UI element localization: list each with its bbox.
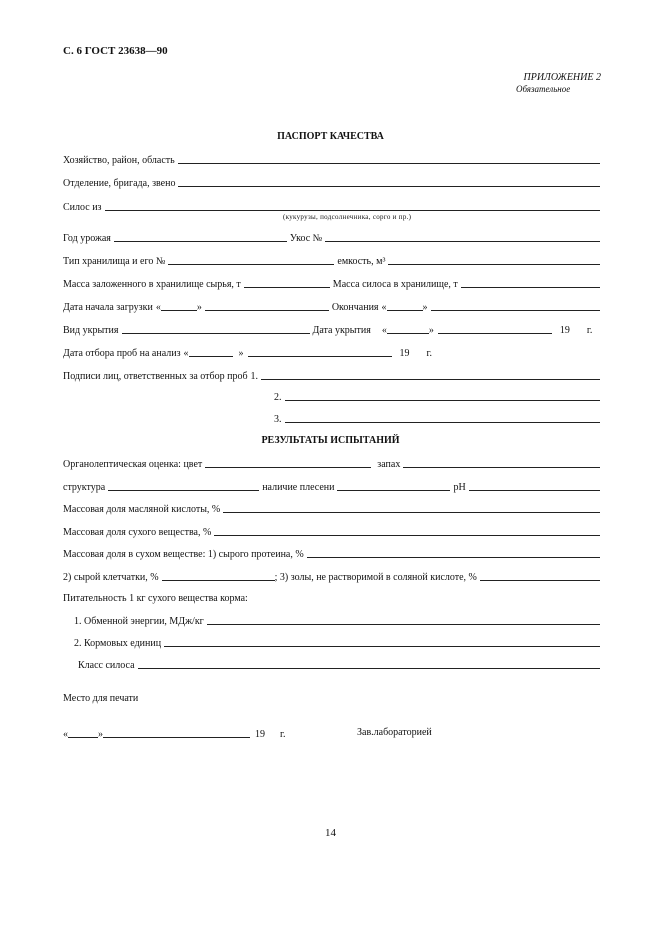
fiber-field[interactable] (162, 569, 275, 581)
load-start-day-field[interactable] (161, 299, 197, 311)
quote-open: « (183, 348, 189, 359)
storage-type-label: Тип хранилища и его № (63, 256, 166, 267)
cut-no-label: Укос № (289, 233, 323, 244)
signature-1-label: 1. (250, 371, 259, 382)
signature-1-field[interactable] (261, 368, 600, 380)
signature-row-1 (63, 368, 600, 382)
silage-from-row (63, 199, 600, 213)
quote-close: » (238, 348, 244, 359)
capacity-field[interactable] (388, 253, 600, 265)
final-day-field[interactable] (68, 726, 98, 738)
silage-mass-label: Масса силоса в хранилище, т (332, 279, 458, 290)
feed-units-row (74, 635, 600, 649)
smell-label: запах (377, 459, 401, 470)
protein-field[interactable] (307, 546, 600, 558)
results-title: РЕЗУЛЬТАТЫ ИСПЫТАНИЙ (261, 435, 400, 446)
quote-open: « (381, 325, 387, 336)
silage-from-field[interactable] (105, 199, 600, 211)
quote-open: « (63, 729, 68, 740)
class-field[interactable] (138, 657, 600, 669)
dry-matter-row (63, 524, 600, 538)
signature-row-3 (274, 411, 600, 425)
organoleptic-label: Органолептическая оценка: цвет (63, 459, 203, 470)
energy-field[interactable] (207, 613, 600, 625)
mold-label: наличие плесени (262, 482, 335, 493)
sample-date-label: Дата отбора проб на анализ (63, 348, 181, 359)
signature-date-row (63, 726, 303, 740)
sample-month-field[interactable] (248, 345, 392, 357)
signature-3-label: 3. (274, 414, 282, 425)
final-year-unit: г. (280, 729, 286, 740)
class-label: Класс силоса (78, 660, 135, 671)
organoleptic-row (63, 456, 600, 470)
stamp-place: Место для печати (63, 693, 139, 704)
quote-open: « (155, 302, 161, 313)
storage-row (63, 253, 600, 267)
load-end-month-field[interactable] (431, 299, 600, 311)
cut-no-field[interactable] (325, 230, 600, 242)
cover-type-label: Вид укрытия (63, 325, 119, 336)
mass-row (63, 276, 600, 290)
load-end-day-field[interactable] (387, 299, 423, 311)
sample-year-unit: г. (426, 348, 433, 359)
fiber-label: 2) сырой клетчатки, % (63, 572, 159, 583)
quote-close: » (428, 325, 434, 336)
silage-from-label: Силос из (63, 202, 102, 213)
signature-3-field[interactable] (285, 411, 601, 423)
cover-day-field[interactable] (387, 322, 429, 334)
butyric-label: Массовая доля масляной кислоты, % (63, 504, 221, 515)
structure-row (63, 479, 600, 493)
sample-row (63, 345, 600, 359)
appendix-subtitle: Обязательное (516, 84, 571, 94)
silage-note: (кукурузы, подсолнечника, сорго и пр.) (283, 213, 412, 221)
fiber-ash-row (63, 569, 600, 583)
cover-year-unit: г. (586, 325, 593, 336)
nutrition-label: Питательность 1 кг сухого вещества корма: (63, 593, 248, 604)
ph-label: pH (453, 482, 466, 493)
passport-title: ПАСПОРТ КАЧЕСТВА (277, 131, 384, 142)
load-start-month-field[interactable] (205, 299, 329, 311)
sample-day-field[interactable] (189, 345, 233, 357)
final-month-field[interactable] (103, 726, 250, 738)
feed-units-label: 2. Кормовых единиц (74, 638, 162, 649)
silage-mass-field[interactable] (461, 276, 600, 288)
farm-row (63, 152, 600, 166)
energy-label: 1. Обменной энергии, МДж/кг (74, 616, 204, 627)
ash-field[interactable] (480, 569, 600, 581)
page-number: 14 (325, 827, 336, 839)
protein-row (63, 546, 600, 560)
cover-row (63, 322, 600, 336)
protein-label: Массовая доля в сухом веществе: 1) сырого протеина, % (63, 549, 304, 560)
quote-close: » (98, 729, 103, 740)
harvest-year-label: Год урожая (63, 233, 111, 244)
quote-close: » (422, 302, 428, 313)
ph-field[interactable] (469, 479, 600, 491)
branch-field[interactable] (178, 175, 600, 187)
load-start-label: Дата начала загрузки (63, 302, 153, 313)
load-end-label: Окончания (331, 302, 379, 313)
butyric-row (63, 501, 600, 515)
structure-label: структура (63, 482, 106, 493)
feed-units-field[interactable] (164, 635, 600, 647)
signatures-label: Подписи лиц, ответственных за отбор проб (63, 371, 248, 382)
cover-month-field[interactable] (438, 322, 552, 334)
cover-date-label: Дата укрытия (312, 325, 371, 336)
signature-row-2 (274, 389, 600, 403)
cover-type-field[interactable] (122, 322, 310, 334)
harvest-year-field[interactable] (114, 230, 287, 242)
color-field[interactable] (205, 456, 371, 468)
quote-open: « (381, 302, 387, 313)
energy-row (74, 613, 600, 627)
appendix-title: ПРИЛОЖЕНИЕ 2 (523, 72, 601, 83)
capacity-label: емкость, м³ (337, 256, 386, 267)
load-row (63, 299, 600, 313)
ash-label: ; 3) золы, не растворимой в соляной кислоте, % (274, 572, 477, 583)
signature-2-label: 2. (274, 392, 282, 403)
signature-2-field[interactable] (285, 389, 601, 401)
butyric-field[interactable] (223, 501, 600, 513)
smell-field[interactable] (403, 456, 600, 468)
sample-year-label: 19 (399, 348, 410, 359)
quote-close: » (196, 302, 202, 313)
raw-mass-label: Масса заложенного в хранилище сырья, т (63, 279, 241, 290)
structure-field[interactable] (108, 479, 259, 491)
mold-field[interactable] (337, 479, 450, 491)
branch-row (63, 175, 600, 189)
class-row (78, 657, 600, 671)
storage-type-field[interactable] (168, 253, 334, 265)
raw-mass-field[interactable] (244, 276, 330, 288)
final-year-label: 19 (255, 729, 265, 740)
document-header: С. 6 ГОСТ 23638—90 (63, 45, 168, 57)
cover-year-label: 19 (559, 325, 570, 336)
lab-head-label: Зав.лабораторией (357, 727, 432, 738)
harvest-row (63, 230, 600, 244)
dry-matter-label: Массовая доля сухого вещества, % (63, 527, 212, 538)
dry-matter-field[interactable] (214, 524, 600, 536)
farm-field[interactable] (178, 152, 600, 164)
farm-label: Хозяйство, район, область (63, 155, 175, 166)
branch-label: Отделение, бригада, звено (63, 178, 176, 189)
